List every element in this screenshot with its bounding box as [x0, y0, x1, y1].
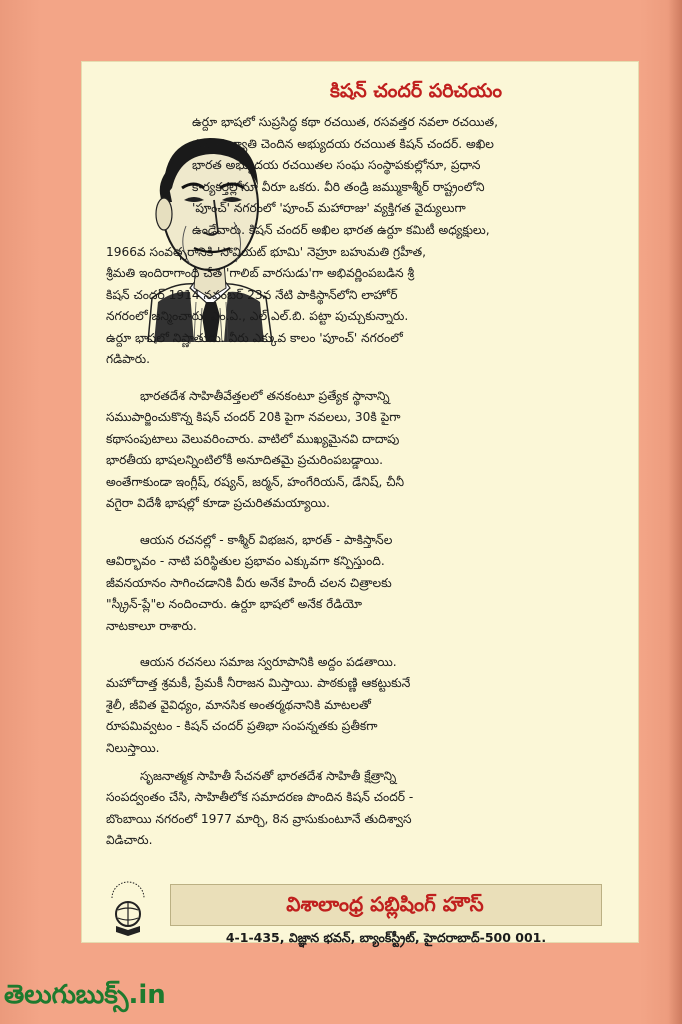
text-line: కథాసంపుటాలు వెలువరించారు. వాటిలో ముఖ్యమైనవి దాదాపు	[106, 431, 400, 446]
text-line: భారత అభ్యుదయ రచయితల సంఘ సంస్థాపకుల్లోనూ, ప్రధాన	[192, 158, 481, 173]
text-line: విడిచారు.	[106, 833, 153, 848]
site-watermark	[4, 980, 166, 1016]
text-line: అంతేగాకుండా ఇంగ్లీష్, రష్యన్, జర్మన్, హంగేరియన్, డేనిష్, చీనీ	[106, 474, 405, 489]
text-line: మహోదాత్త శ్రమకీ, ప్రేమకీ నీరాజన మిస్తాయి. పాఠకుణ్ణి ఆకట్టుకునే	[106, 676, 411, 691]
text-line: నిలుస్తాయి.	[106, 740, 160, 755]
text-line: కార్యకర్తల్లోనూ వీరూ ఒకరు. వీరి తండ్రి జమ్ముకాశ్మీర్ రాష్ట్రంలోని	[192, 179, 485, 194]
watermark-suffix: .in	[128, 980, 166, 1010]
page-title: కిషన్ చందర్ పరిచయం	[329, 80, 503, 102]
style-paragraph	[106, 652, 608, 759]
text-line: ప్రపంచ ఖ్యాతి చెందిన అభ్యుదయ రచయిత కిషన్ చందర్. అఖిల	[192, 136, 494, 151]
watermark-main: తెలుగుబుక్స్	[4, 980, 129, 1010]
text-line: "స్క్రీన్-ప్లే"ల నందించారు. ఉర్దూ భాషలో అనేక రేడియో	[106, 597, 362, 612]
text-line: గడిపారు.	[106, 352, 151, 367]
text-line: ఆయన రచనల్లో - కాశ్మీర్ విభజన, భారత్ - పాకిస్తాన్‌ల	[140, 533, 393, 547]
text-line: 1966వ సంవత్సరానికి 'సోవియట్ భూమి' నెహ్రూ బహుమతి గ్రహీత,	[106, 245, 427, 259]
text-line: శ్రీమతి ఇందిరాగాంధీ చేత 'గాలిబ్ వారసుడు'గా అభివర్ణింపబడిన శ్రీ	[106, 266, 415, 281]
text-line: శైలీ, జీవిత వైవిధ్యం, మానసిక అంతర్మథనానికి మాటలతో	[106, 697, 371, 712]
text-line: ఆయన రచనలు సమాజ స్వరూపానికి అద్దం పడతాయి.	[140, 655, 397, 669]
text-line: భారతదేశ సాహితీవేత్తలలో తనకంటూ ప్రత్యేక స్థానాన్ని	[140, 389, 390, 403]
text-line: ఉండేవారు. కిషన్ చందర్ అఖిల భారత ఉర్దూ కమిటీ అధ్యక్షులు,	[192, 222, 490, 237]
text-line: భారతీయ భాషలన్నింటిలోకీ అనూదితమై ప్రచురింపబడ్డాయి.	[106, 453, 383, 468]
text-line: సృజనాత్మక సాహితీ సేచనతో భారతదేశ సాహితీ క్షేత్రాన్ని	[140, 769, 397, 783]
text-line: సముపార్జించుకొన్న కిషన్ చందర్ 20కి పైగా నవలలు, 30కి పైగా	[106, 410, 401, 425]
text-line: వగైరా విదేశీ భాషల్లో కూడా ప్రచురితమయ్యాయి.	[106, 496, 330, 511]
text-line: సంపద్వంతం చేసి, సాహితీలోక సమాదరణ పొందిన కిషన్ చందర్ -	[106, 790, 414, 805]
text-line: ఉర్దూ భాషలో సుప్రసిద్ధ కథా రచయిత, రసవత్తర నవలా రచయిత,	[192, 115, 498, 129]
achievements-paragraph	[106, 386, 608, 514]
text-line: జీవనయానం సాగించడానికి వీరు అనేక హిందీ చలన చిత్రాలకు	[106, 575, 392, 590]
legacy-paragraph	[106, 766, 608, 852]
text-line: రూపమివ్వటం - కిషన్ చందర్ ప్రతిభా సంపన్నతకు ప్రతీకగా	[106, 719, 378, 734]
text-line: నగరంలో జన్మించారు. ఎం.ఏ., ఎల్.ఎల్.బి. పట్టా పుచ్చుకున్నారు.	[106, 309, 409, 324]
publisher-address: 4-1-435, విజ్ఞాన భవన్, బ్యాంక్‌స్ట్రీట్, హైదరాబాద్-500 001.	[225, 930, 547, 945]
text-line: 'పూంచ్' నగరంలో 'పూంచ్ మహారాజు' వ్యక్తిగత వైద్యులుగా	[192, 201, 466, 216]
intro-paragraph-continued	[106, 242, 608, 370]
cover-edge-shadow	[668, 0, 682, 1024]
text-line: కిషన్ చందర్ 1914 నవంబర్ 23న నేటి పాకిస్థాన్‌లోని లాహోర్	[106, 287, 398, 302]
publisher-name: విశాలాంధ్ర పబ్లిషింగ్ హౌస్	[286, 892, 484, 916]
text-line: ఆవిర్భావం - నాటి పరిస్థితుల ప్రభావం ఎక్కువగా కన్పిస్తుంది.	[106, 554, 385, 569]
works-paragraph	[106, 530, 608, 637]
text-line: బొంబాయి నగరంలో 1977 మార్చి, 8న వ్రాసుకుంటూనే తుదిశ్వాస	[106, 811, 412, 826]
text-line: ఉర్దూ భాషలో నిష్ణాతుడు. వీరు ఎక్కువ కాలం 'పూంచ్' నగరంలో	[106, 330, 403, 345]
globe-book-logo-icon	[108, 880, 148, 940]
intro-paragraph	[192, 112, 608, 242]
text-line: నాటకాలూ రాశారు.	[106, 618, 197, 633]
